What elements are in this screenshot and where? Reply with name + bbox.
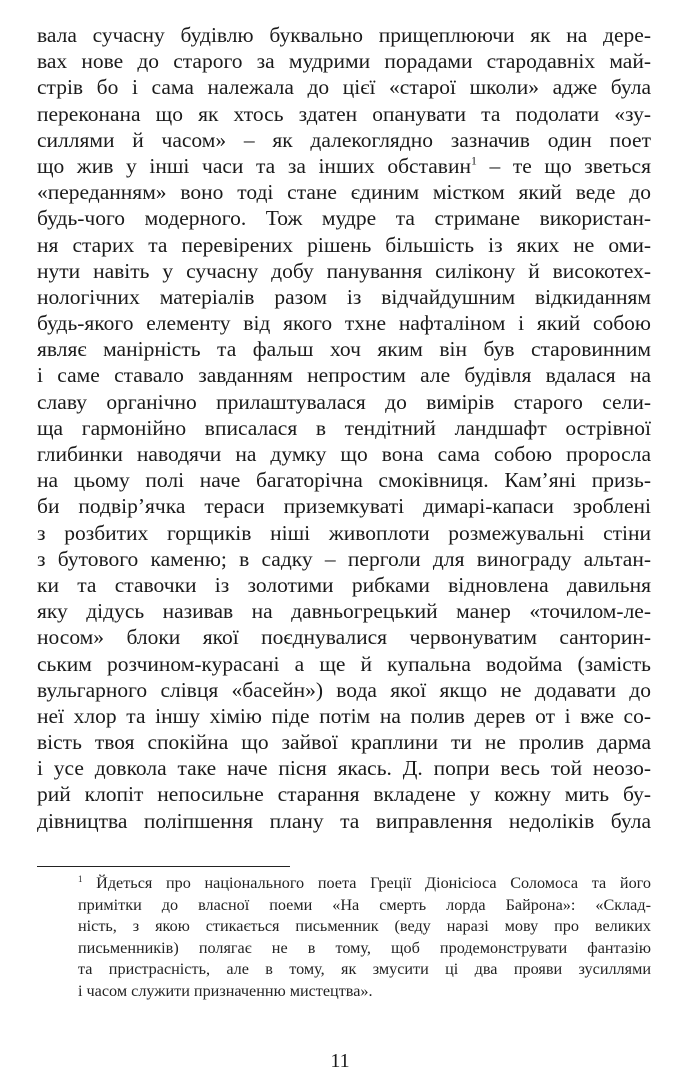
text-line: вість твоя спокійна що зайвої краплини ти не пролив дарма [37, 730, 651, 755]
text-segment: що жив у інші часи та за інших обставин [37, 153, 471, 178]
text-line: і саме ставало завданням непростим але будівля вдалася на [37, 363, 651, 388]
text-line: будь-якого елементу від якого тхне нафталіном і який собою [37, 311, 651, 336]
text-line: являє манірність та фальш хоч яким він був старовинним [37, 337, 651, 362]
text-segment: Йдеться про національного поета Греції Діонісіоса Соломоса та його [82, 874, 651, 892]
text-line: з розбитих горщиків ніші живоплоти розмежувальні стіни [37, 520, 651, 545]
text-line: з бутового каменю; в садку – перголи для винограду альтан- [37, 546, 651, 571]
footnote-reference[interactable]: 1 [470, 153, 477, 168]
text-line: будь-чого модерного. Тож мудре та стримане використан- [37, 206, 651, 231]
text-line: ня старих та перевірених рішень більшість із яких не оми- [37, 232, 651, 257]
text-segment: – те що зветься [476, 153, 651, 178]
footnote [78, 873, 651, 1003]
footnote-divider [37, 866, 290, 867]
main-text [37, 22, 651, 834]
text-line: на цьому полі наче багаторічна смоківниця. Кам’яні призь- [37, 468, 651, 493]
text-line [37, 153, 651, 179]
text-line: би подвір’ячка тераси приземкуваті димарі-капаси зроблені [37, 494, 651, 519]
text-line: носом» блоки якої поєднувалися червонуватим санторин- [37, 625, 651, 650]
text-line: вала сучасну будівлю буквально прищеплюючи як на дере- [37, 23, 651, 47]
text-line: силлями й часом» – як далекоглядно зазначив один поет [37, 127, 651, 152]
text-line: переконана що як хтось здатен опанувати та подолати «зу- [37, 101, 651, 126]
page-number: 11 [330, 1050, 350, 1072]
footnote-line: примітки до власної поеми «На смерть лорда Байрона»: «Склад- [78, 895, 651, 914]
text-line: нути навіть у сучасну добу панування силікону й високотех- [37, 258, 651, 283]
text-line: дівництва поліпшення плану та виправлення недоліків була [37, 808, 651, 833]
footnote-line [78, 873, 651, 895]
text-line: «переданням» воно тоді стане єдиним містком який веде до [37, 180, 651, 205]
text-line: яку дідусь називав на давньогрецький манер «точилом-ле- [37, 599, 651, 624]
footnote-line: і часом служити призначенню мистецтва». [78, 981, 373, 1000]
text-line: глибинки наводячи на думку що вона сама собою проросла [37, 442, 651, 466]
text-line: ща гармонійно вписалася в тендітний ландшафт острівної [37, 415, 651, 440]
text-line: славу органічно прилаштувалася до вимірів старого сели- [37, 389, 651, 414]
footnote-line: письменників) полягає не в тому, щоб продемонструвати фантазію [78, 938, 651, 957]
text-line: неї хлор та іншу хімію піде потім на полив дерев от і вже со- [37, 703, 651, 728]
text-line: ським розчином-курасані а ще й купальна водойма (замість [37, 651, 651, 676]
footnote-line: та пристрасність, але в тому, як змусити ці два прояви зусиллями [78, 960, 651, 979]
text-line: стрів бо і сама належала до цієї «старої школи» адже була [37, 75, 651, 100]
text-line: вульгарного слівця «басейн») вода якої якщо не додавати до [37, 677, 651, 702]
footnote-line: ність, з якою стикається письменник (веду наразі мову про великих [78, 917, 651, 936]
text-line: і усе довкола таке наче пісня якась. Д. попри весь той неозо- [37, 756, 651, 781]
text-line: вах нове до старого за мудрими порадами стародавніх май- [37, 49, 651, 74]
text-line: ки та ставочки із золотими рибками відновлена давильня [37, 572, 651, 597]
footnote-marker: 1 [78, 873, 83, 884]
text-line: нологічних матеріалів разом із відчайдушним відкиданням [37, 284, 651, 309]
text-line: рий клопіт непосильне старання вкладене у кожну мить бу- [37, 782, 651, 807]
